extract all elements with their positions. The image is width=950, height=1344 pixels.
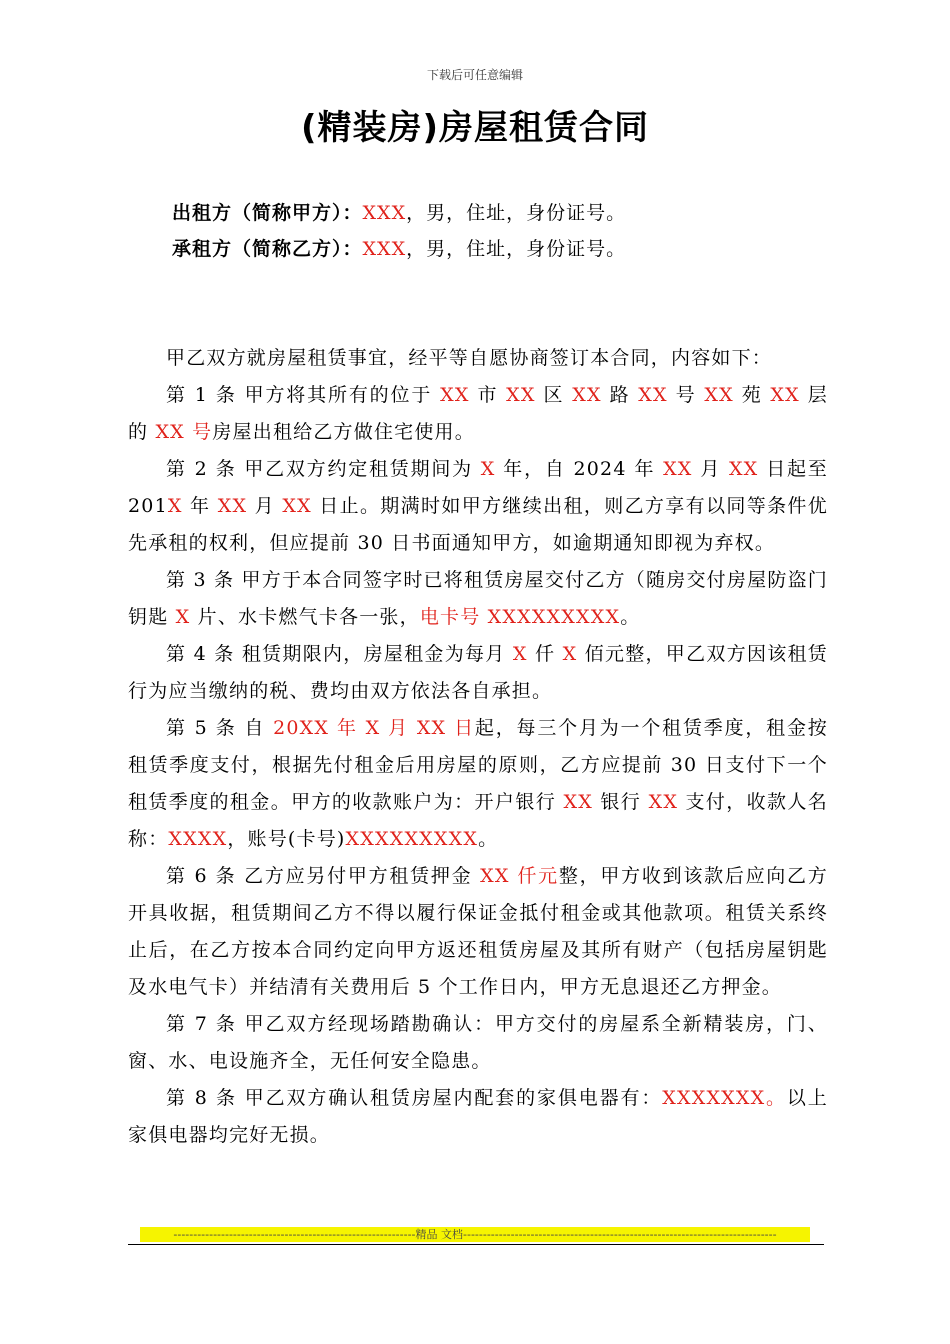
article-text: 。 bbox=[620, 606, 641, 628]
footer-right-dashes: ------------------------------------------------------------------------------- bbox=[463, 1228, 777, 1241]
placeholder-text: XX bbox=[728, 458, 759, 480]
article-8 bbox=[128, 1080, 828, 1154]
article-2 bbox=[128, 451, 828, 562]
article-text: 片、水卡燃气卡各一张， bbox=[190, 606, 420, 628]
placeholder-text: XX bbox=[638, 384, 668, 406]
placeholder-text: XX bbox=[282, 495, 312, 517]
placeholder-text: XXXX bbox=[168, 828, 228, 850]
placeholder-text: XXXXXXX。 bbox=[662, 1087, 787, 1109]
article-text: ，账号(卡号) bbox=[227, 828, 346, 850]
article-text: 区 bbox=[535, 384, 573, 406]
article-text: 第 3 条 甲方于本合同签字时已将租赁房屋交付乙方（随房交付房屋防盗门钥匙 bbox=[128, 569, 828, 628]
placeholder-text: X bbox=[167, 495, 183, 517]
footer-label: 精品 文档 bbox=[415, 1228, 464, 1241]
lessee-details: ，男，住址，身份证号。 bbox=[406, 238, 627, 260]
footer-band bbox=[140, 1227, 810, 1242]
article-text: 市 bbox=[469, 384, 507, 406]
article-text: 第 5 条 自 bbox=[166, 717, 274, 739]
intro-paragraph: 甲乙双方就房屋租赁事宜，经平等自愿协商签订本合同，内容如下： bbox=[166, 347, 773, 369]
lessee-name: XXX bbox=[362, 238, 407, 260]
article-text: 年 bbox=[182, 495, 218, 517]
footer-left-dashes: ------------------------------------------------------------- bbox=[173, 1228, 416, 1241]
article-text: 。 bbox=[478, 828, 499, 850]
article-text: 第 7 条 甲乙双方经现场踏勘确认：甲方交付的房屋系全新精装房，门、窗、水、电设施齐全，无任何安全隐患。 bbox=[128, 1013, 828, 1072]
article-text: 苑 bbox=[733, 384, 771, 406]
article-text: 第 2 条 甲乙双方约定租赁期间为 bbox=[166, 458, 481, 480]
article-text: 佰元整，甲乙双方因该租赁行为应当缴纳的税、费均由双方依法各自承担。 bbox=[128, 643, 829, 702]
placeholder-text: XX bbox=[572, 384, 602, 406]
document-title: (精装房)房屋租赁合同 bbox=[300, 108, 650, 148]
article-text: 第 1 条 甲方将其所有的位于 bbox=[166, 384, 441, 406]
placeholder-text: 20XX 年 X 月 XX 日 bbox=[273, 717, 475, 739]
article-text: 路 bbox=[601, 384, 639, 406]
placeholder-text: XX bbox=[648, 791, 679, 813]
article-text: 日起至 201 bbox=[128, 458, 828, 517]
article-text: 日止。期满时如甲方继续出租，则乙方享有以同等条件优先承租的权利，但应提前 30 日书面通知甲方，如逾期通知即视为弃权。 bbox=[128, 495, 828, 554]
article-4 bbox=[128, 636, 828, 710]
article-1 bbox=[128, 377, 828, 451]
placeholder-text: 电卡号 XXXXXXXXX bbox=[419, 606, 621, 628]
footer-rule bbox=[128, 1244, 824, 1245]
placeholder-text: X bbox=[562, 643, 578, 665]
article-text: 以上家俱电器均完好无损。 bbox=[128, 1087, 828, 1146]
placeholder-text: XX 号 bbox=[155, 421, 213, 443]
article-text: 第 6 条 乙方应另付甲方租赁押金 bbox=[166, 865, 481, 887]
article-text: 层的 bbox=[128, 384, 828, 443]
article-text: 银行 bbox=[592, 791, 649, 813]
lessor-details: ，男，住址，身份证号。 bbox=[406, 202, 627, 224]
placeholder-text: X bbox=[512, 643, 528, 665]
article-7 bbox=[128, 1006, 828, 1080]
header-note: 下载后可任意编辑 bbox=[426, 68, 523, 82]
placeholder-text: XX bbox=[563, 791, 593, 813]
article-3 bbox=[128, 562, 828, 636]
article-text: 第 8 条 甲乙双方确认租赁房屋内配套的家俱电器有： bbox=[166, 1087, 663, 1109]
article-text: 年，自 2024 年 bbox=[495, 458, 664, 480]
article-text: 月 bbox=[247, 495, 283, 517]
article-text: 月 bbox=[692, 458, 729, 480]
lessor-name: XXX bbox=[362, 202, 407, 224]
contract-body bbox=[128, 340, 828, 1154]
article-text: 整，甲方收到该款后应向乙方开具收据，租赁期间乙方不得以履行保证金抵付租金或其他款项。租赁关系终止后，在乙方按本合同约定向甲方返还租赁房屋及其所有财产（包括房屋钥匙及水电气卡）并结清有关费用后 5 个工作日内，甲方无息退还乙方押金。 bbox=[128, 865, 828, 998]
article-text: 支付，收款人名称： bbox=[128, 791, 828, 850]
articles-list bbox=[128, 377, 828, 1154]
placeholder-text: XX bbox=[663, 458, 693, 480]
article-6 bbox=[128, 858, 828, 1006]
placeholder-text: XXXXXXXXX bbox=[345, 828, 479, 850]
article-5 bbox=[128, 710, 828, 858]
placeholder-text: X bbox=[175, 606, 191, 628]
lessee-line bbox=[172, 234, 626, 261]
placeholder-text: X bbox=[480, 458, 496, 480]
placeholder-text: XX 仟元 bbox=[480, 865, 559, 887]
placeholder-text: XX bbox=[704, 384, 734, 406]
article-text: 第 4 条 租赁期限内，房屋租金为每月 bbox=[166, 643, 513, 665]
article-text: 起，每三个月为一个租赁季度，租金按租赁季度支付，根据先付租金后用房屋的原则，乙方应提前 30 日支付下一个租赁季度的租金。甲方的收款账户为：开户银行 bbox=[128, 717, 828, 813]
placeholder-text: XX bbox=[770, 384, 800, 406]
article-text: 仟 bbox=[527, 643, 563, 665]
lessor-line bbox=[172, 198, 626, 225]
placeholder-text: XX bbox=[217, 495, 248, 517]
lessor-label: 出租方（简称甲方）： bbox=[172, 202, 363, 224]
lessee-label: 承租方（简称乙方）： bbox=[172, 238, 363, 260]
article-text: 号 bbox=[667, 384, 705, 406]
placeholder-text: XX bbox=[440, 384, 470, 406]
article-text: 房屋出租给乙方做住宅使用。 bbox=[212, 421, 475, 443]
placeholder-text: XX bbox=[506, 384, 536, 406]
